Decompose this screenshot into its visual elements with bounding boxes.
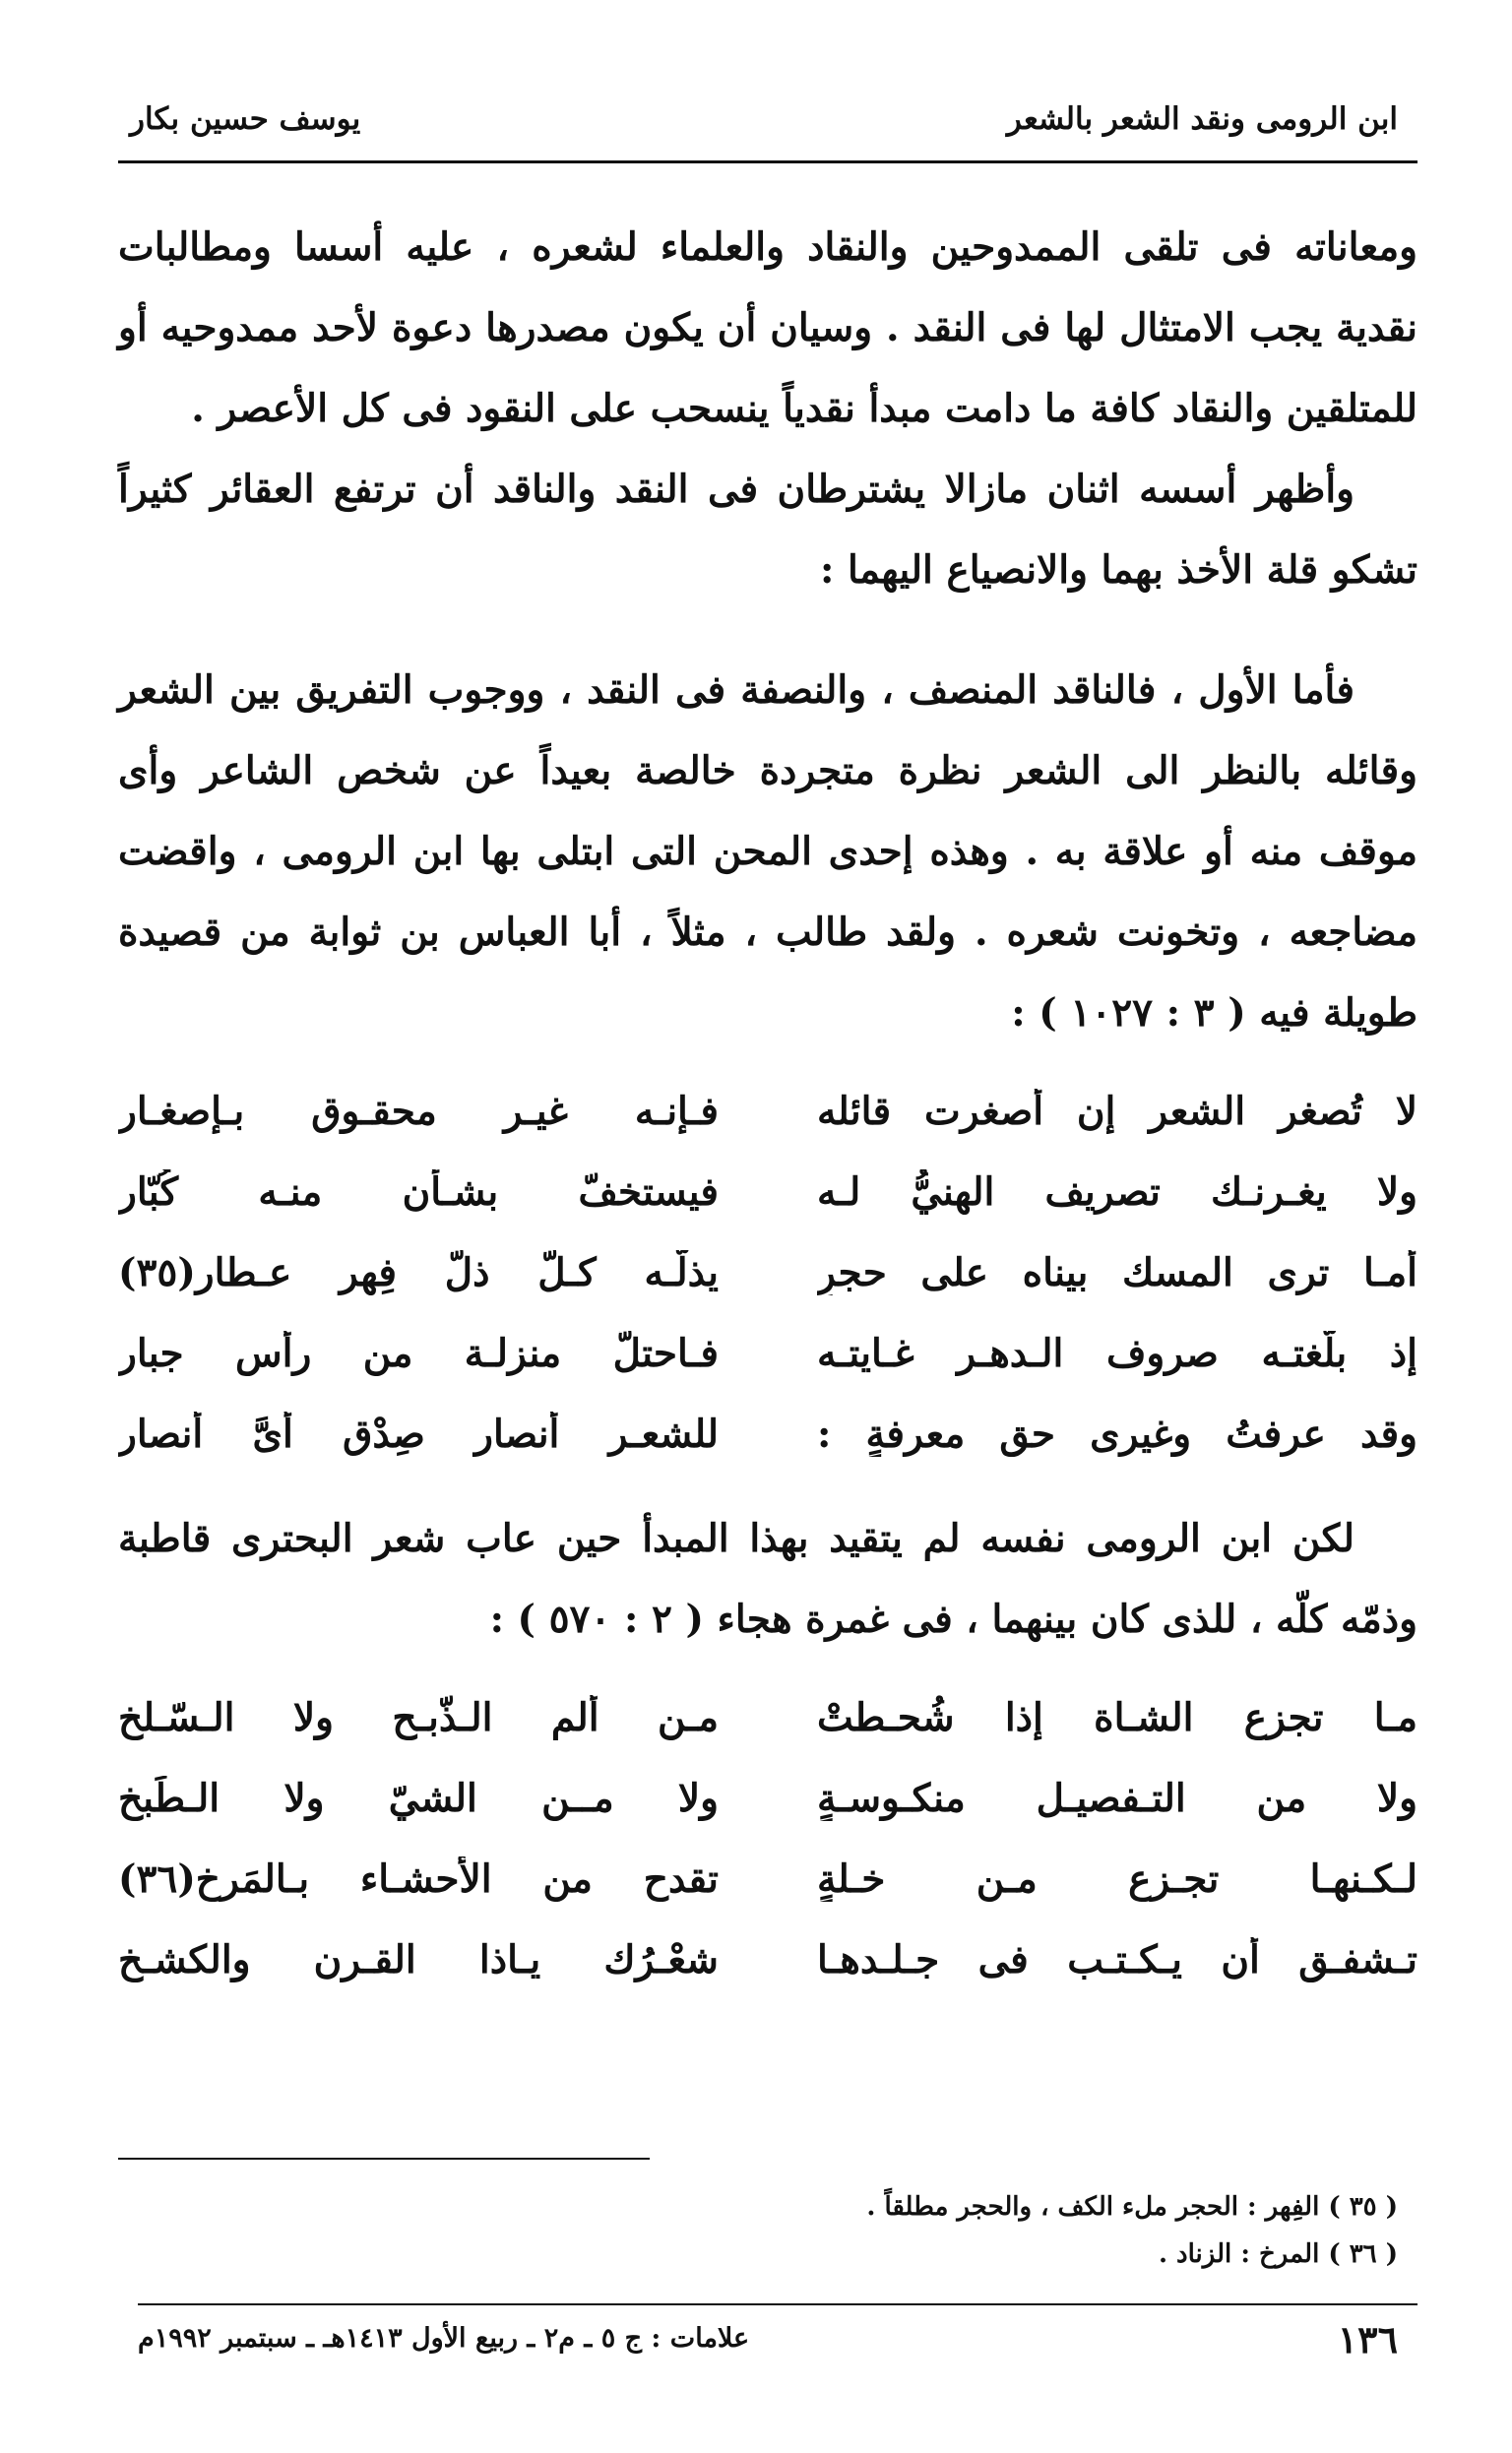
page-footer: [118, 2313, 1418, 2372]
hemistich-right: لـكـنهـا تجـزع مـن خـلةٍ: [817, 1856, 1418, 1902]
poem-2-verse: [118, 1677, 1418, 1758]
poem-2-verse: [118, 1758, 1418, 1839]
hemistich-right: مـا تجزع الشـاة إذا شُحـطتْ: [817, 1695, 1418, 1740]
hemistich-left: شعْـرُك يـاذا القـرن والكشـخ: [118, 1937, 719, 1982]
poem-2-verse: [118, 1839, 1418, 1919]
paragraph-4: لكن ابن الرومى نفسه لم يتقيد بهذا المبدأ حين عاب شعر البحترى قاطبة وذمّه كلّه ، للذى كان بينهما ، فى غمرة هجاء ( ٢ : ٥٧٠ ) :: [118, 1516, 1418, 1642]
paragraph-3: فأما الأول ، فالناقد المنصف ، والنصفة فى النقد ، ووجوب التفريق بين الشعر وقائله بالنظر الى الشعر نظرة متجردة خالصة بعيداً عن شخص الشاعر وأى موقف منه أو علاقة به . وهذه إحدى المحن التى ابتلى بها ابن الرومى ، واقضت مضاجعه ، وتخونت شعره . ولقد طالب ، مثلاً ، أبا العباس بن ثوابة من قصيدة طويلة فيه ( ٣ : ١٠٢٧ ) :: [118, 667, 1418, 1036]
footnote-35: ( ٣٥ ) الفِهر : الحجر ملء الكف ، والحجر مطلقاً .: [866, 2192, 1398, 2222]
footnote-rule: [118, 2158, 650, 2160]
body-text: [118, 207, 1418, 2024]
hemistich-right: لا تُصغر الشعر إن أصغرت قائله: [817, 1089, 1418, 1134]
paragraph-2: وأظهر أسسه اثنان مازالا يشترطان فى النقد والناقد أن ترتفع العقائر كثيراً تشكو قلة الأخذ بهما والانصياع اليهما :: [118, 467, 1418, 593]
footnotes: [118, 2183, 1398, 2278]
poem-1: [118, 1071, 1418, 1475]
poem-1-verse: [118, 1313, 1418, 1394]
hemistich-right: إذ بلّغتـه صروف الـدهـر غـايتـه: [817, 1331, 1418, 1376]
hemistich-right: ولا يغـرنـك تصريف الهنيُّ لـه: [817, 1169, 1418, 1215]
hemistich-left: فـاحتلَّ منزلـة من رأس جبار: [118, 1331, 719, 1376]
page: [118, 0, 1418, 2453]
hemistich-left: مـن ألم الـذّبـح ولا الـسّـلخ: [118, 1695, 719, 1740]
article-title: ابن الرومى ونقد الشعر بالشعر: [1006, 101, 1398, 137]
poem-2: [118, 1677, 1418, 2000]
paragraph-1: ومعاناته فى تلقى الممدوحين والنقاد والعلماء لشعره ، عليه أسسا ومطالبات نقدية يجب الامتثال لها فى النقد . وسيان أن يكون مصدرها دعوة لأحد ممدوحيه أو للمتلقين والنقاد كافة ما دامت مبدأ نقدياً ينسحب على النقود فى كل الأعصر .: [118, 224, 1418, 431]
footer-rule: [138, 2303, 1418, 2305]
hemistich-left: يذلّـه كـلّ ذلّ فِهر عـطار(٣٥): [118, 1250, 719, 1295]
poem-2-verse: [118, 1919, 1418, 2000]
poem-1-verse: [118, 1152, 1418, 1232]
page-number: ١٣٦: [1337, 2317, 1398, 2361]
hemistich-left: للشعـر أنصار صِدْقٍ أىَّ أنصار: [118, 1412, 719, 1457]
journal-citation: علامات : ج ٥ ـ م٢ ـ ربيع الأول ١٤١٣هـ ـ سبتمبر ١٩٩٢م: [138, 2323, 750, 2354]
hemistich-left: فيستخفّ بشـأن منـه كُبّار: [118, 1169, 719, 1215]
hemistich-left: تقدح من الأحشـاء بـالمَرخ(٣٦): [118, 1856, 719, 1902]
poem-1-verse: [118, 1232, 1418, 1313]
hemistich-left: فـإنـه غيـر محقـوقٍ بـإصغـار: [118, 1089, 719, 1134]
footnote-36: ( ٣٦ ) المرخ : الزناد .: [1158, 2239, 1398, 2269]
poem-1-verse: [118, 1394, 1418, 1475]
poem-1-verse: [118, 1071, 1418, 1152]
hemistich-right: تـشفـق أن يـكـتـب فى جـلـدهـا: [817, 1937, 1418, 1982]
hemistich-left: ولا مــن الشيّ ولا الـطَبخ: [118, 1776, 719, 1821]
header-rule: [118, 160, 1418, 163]
hemistich-right: ولا من التـفصيـل منكـوسـةٍ: [817, 1776, 1418, 1821]
paragraph-gap: [118, 610, 1418, 650]
hemistich-right: وقد عرفتُ وغيرى حق معرفةٍ :: [817, 1412, 1418, 1457]
running-header: [118, 94, 1418, 162]
author-name: يوسف حسين بكار: [130, 101, 361, 137]
hemistich-right: أمـا ترى المسك بيناه على حجرٍ: [817, 1250, 1418, 1295]
